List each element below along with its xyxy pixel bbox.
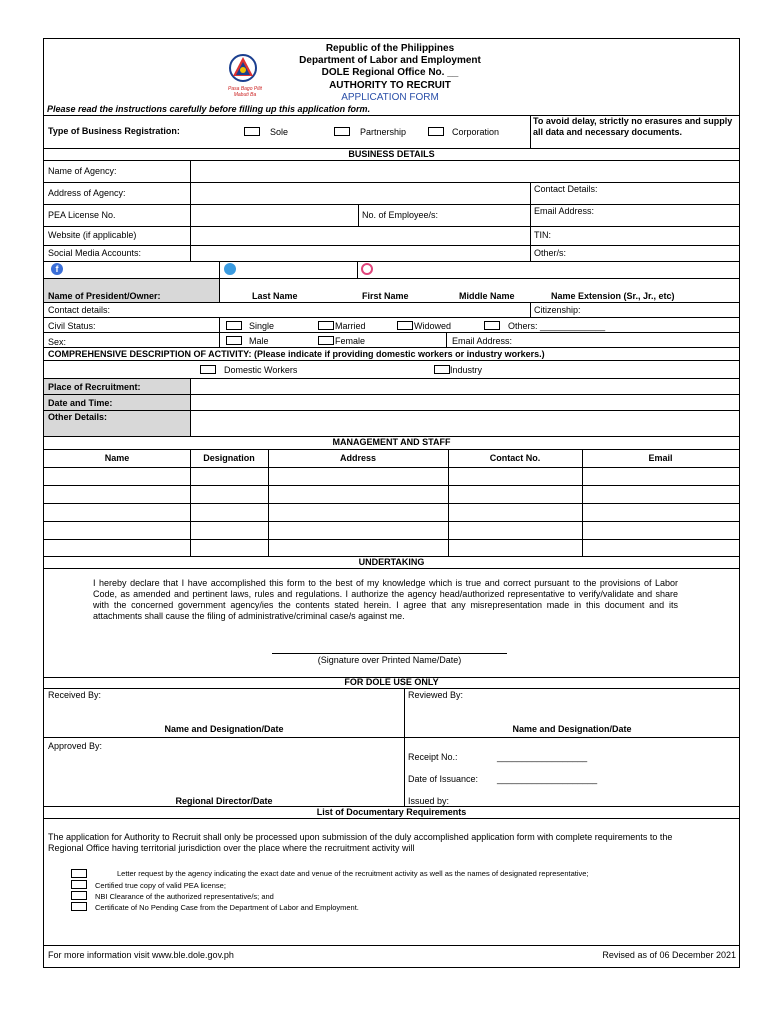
- requirement-2-checkbox[interactable]: [71, 880, 87, 889]
- management-table-row[interactable]: [44, 504, 739, 521]
- facebook-icon: f: [51, 263, 63, 275]
- civil-status-label: Civil Status:: [48, 321, 96, 331]
- receipt-no-label: Receipt No.:: [408, 752, 458, 762]
- reviewed-by-label: Reviewed By:: [408, 690, 464, 700]
- requirement-2-text: Certified true copy of valid PEA license;: [95, 881, 226, 890]
- requirements-intro: The application for Authority to Recruit shall only be processed upon submission of the duly accomplished application form with complete requirements to the Regional Office having territorial jurisdiction over the place where the recruitment activity will: [48, 832, 673, 853]
- management-table-row[interactable]: [44, 522, 739, 539]
- date-of-issuance-line[interactable]: ____________________: [497, 774, 598, 784]
- header-republic: Republic of the Philippines: [325, 43, 455, 54]
- partnership-label: Partnership: [360, 127, 407, 137]
- management-title: MANAGEMENT AND STAFF: [332, 437, 451, 447]
- male-checkbox[interactable]: [226, 336, 242, 345]
- other-details-label: Other Details:: [48, 412, 108, 422]
- col-contact: Contact No.: [489, 453, 541, 463]
- regional-director-label: Regional Director/Date: [175, 796, 273, 806]
- footer-info: For more information visit www.ble.dole.gov.ph: [48, 950, 234, 960]
- instagram-icon: [361, 263, 373, 275]
- name-of-agency-field[interactable]: [191, 161, 739, 181]
- male-label: Male: [249, 336, 269, 346]
- address-of-agency-label: Address of Agency:: [48, 188, 126, 198]
- col-address: Address: [339, 453, 376, 463]
- requirements-title: List of Documentary Requirements: [316, 807, 467, 817]
- president-contact-label: Contact details:: [48, 305, 111, 315]
- header-regional-office: DOLE Regional Office No. __: [321, 67, 459, 78]
- header-authority: AUTHORITY TO RECRUIT: [329, 80, 451, 91]
- received-by-label: Received By:: [48, 690, 102, 700]
- single-label: Single: [249, 321, 275, 331]
- logo-motto: Pasa Bago Pilit Mabuti Ba: [228, 86, 262, 98]
- place-of-recruitment-label: Place of Recruitment:: [48, 382, 141, 392]
- issued-by-label: Issued by:: [408, 796, 450, 806]
- sex-label: Sex:: [48, 337, 67, 347]
- single-checkbox[interactable]: [226, 321, 242, 330]
- others-label: Other/s:: [534, 248, 567, 258]
- activity-title: COMPREHENSIVE DESCRIPTION OF ACTIVITY: (Please indicate if providing domestic workers or industry workers.): [48, 349, 545, 359]
- domestic-workers-checkbox[interactable]: [200, 365, 216, 374]
- instructions-text: Please read the instructions carefully before filling up this application form.: [47, 104, 371, 114]
- widowed-label: Widowed: [414, 321, 452, 331]
- requirement-1-text: Letter request by the agency indicating the exact date and venue of the recruitment activity as well as the names of designated representative;: [117, 869, 589, 878]
- website-label: Website (if applicable): [48, 230, 137, 240]
- requirement-4-text: Certificate of No Pending Case from the Department of Labor and Employment.: [95, 903, 359, 912]
- others-checkbox[interactable]: [484, 321, 500, 330]
- dole-use-title: FOR DOLE USE ONLY: [344, 677, 439, 687]
- name-designation-right: Name and Designation/Date: [512, 724, 632, 734]
- president-email-label: Email Address:: [452, 336, 513, 346]
- col-email: Email: [648, 453, 673, 463]
- date-and-time-field[interactable]: [191, 395, 739, 410]
- notice-text: To avoid delay, strictly no erasures and supply all data and necessary documents.: [533, 116, 733, 137]
- date-and-time-label: Date and Time:: [48, 398, 113, 408]
- twitter-icon: [224, 263, 236, 275]
- registration-label: Type of Business Registration:: [48, 126, 180, 136]
- female-label: Female: [335, 336, 366, 346]
- partnership-checkbox[interactable]: [334, 127, 350, 136]
- date-of-issuance-label: Date of Issuance:: [408, 774, 479, 784]
- approved-by-label: Approved By:: [48, 741, 103, 751]
- col-name: Name: [104, 453, 130, 463]
- sole-label: Sole: [270, 127, 289, 137]
- social-media-label: Social Media Accounts:: [48, 248, 142, 258]
- signature-line: [272, 653, 507, 654]
- name-extension-label: Name Extension (Sr., Jr., etc): [551, 291, 675, 301]
- industry-label: Industry: [450, 365, 483, 375]
- requirement-1-checkbox[interactable]: [71, 869, 87, 878]
- industry-checkbox[interactable]: [434, 365, 450, 374]
- receipt-no-line[interactable]: __________________: [497, 752, 588, 762]
- signature-label: (Signature over Printed Name/Date): [317, 655, 462, 665]
- address-of-agency-field[interactable]: [191, 183, 530, 203]
- first-name-label: First Name: [362, 291, 409, 301]
- corporation-label: Corporation: [452, 127, 500, 137]
- col-designation: Designation: [203, 453, 255, 463]
- contact-details-label: Contact Details:: [534, 184, 598, 194]
- widowed-checkbox[interactable]: [397, 321, 413, 330]
- undertaking-text: I hereby declare that I have accomplished this form to the best of my knowledge which is true and correct pursuant to the provisions of Labor Code, as amended and pertinent laws, rules and regulations. I authorize the agency head/authorized representative to verify/validate and share with the concerned government agency/ies the contents stated herein. I agree that any misrepresentation made in this document and its attachments shall cause the filing of administrative/criminal case/s against me.: [93, 578, 678, 621]
- citizenship-label: Citizenship:: [534, 305, 581, 315]
- no-employees-label: No. of Employee/s:: [362, 210, 439, 220]
- requirement-4-checkbox[interactable]: [71, 902, 87, 911]
- last-name-label: Last Name: [252, 291, 298, 301]
- header-application-form: APPLICATION FORM: [341, 92, 439, 103]
- pea-license-label: PEA License No.: [48, 210, 116, 220]
- married-checkbox[interactable]: [318, 321, 334, 330]
- female-checkbox[interactable]: [318, 336, 334, 345]
- management-table-row[interactable]: [44, 468, 739, 485]
- middle-name-label: Middle Name: [459, 291, 515, 301]
- sole-checkbox[interactable]: [244, 127, 260, 136]
- requirement-3-text: NBI Clearance of the authorized representative/s; and: [95, 892, 274, 901]
- management-table-row[interactable]: [44, 486, 739, 503]
- email-address-label: Email Address:: [534, 206, 595, 216]
- tin-label: TIN:: [534, 230, 551, 240]
- place-of-recruitment-field[interactable]: [191, 379, 739, 394]
- header-department: Department of Labor and Employment: [299, 55, 481, 66]
- requirement-3-checkbox[interactable]: [71, 891, 87, 900]
- others-status-label: Others: _____________: [508, 321, 606, 331]
- president-label: Name of President/Owner:: [48, 291, 161, 301]
- corporation-checkbox[interactable]: [428, 127, 444, 136]
- undertaking-title: UNDERTAKING: [358, 557, 425, 567]
- name-of-agency-label: Name of Agency:: [48, 166, 117, 176]
- other-details-field[interactable]: [191, 411, 739, 436]
- married-label: Married: [335, 321, 366, 331]
- domestic-workers-label: Domestic Workers: [224, 365, 298, 375]
- business-details-title: BUSINESS DETAILS: [348, 149, 435, 159]
- name-designation-left: Name and Designation/Date: [164, 724, 284, 734]
- footer-revised: Revised as of 06 December 2021: [602, 950, 736, 960]
- management-table-row[interactable]: [44, 540, 739, 556]
